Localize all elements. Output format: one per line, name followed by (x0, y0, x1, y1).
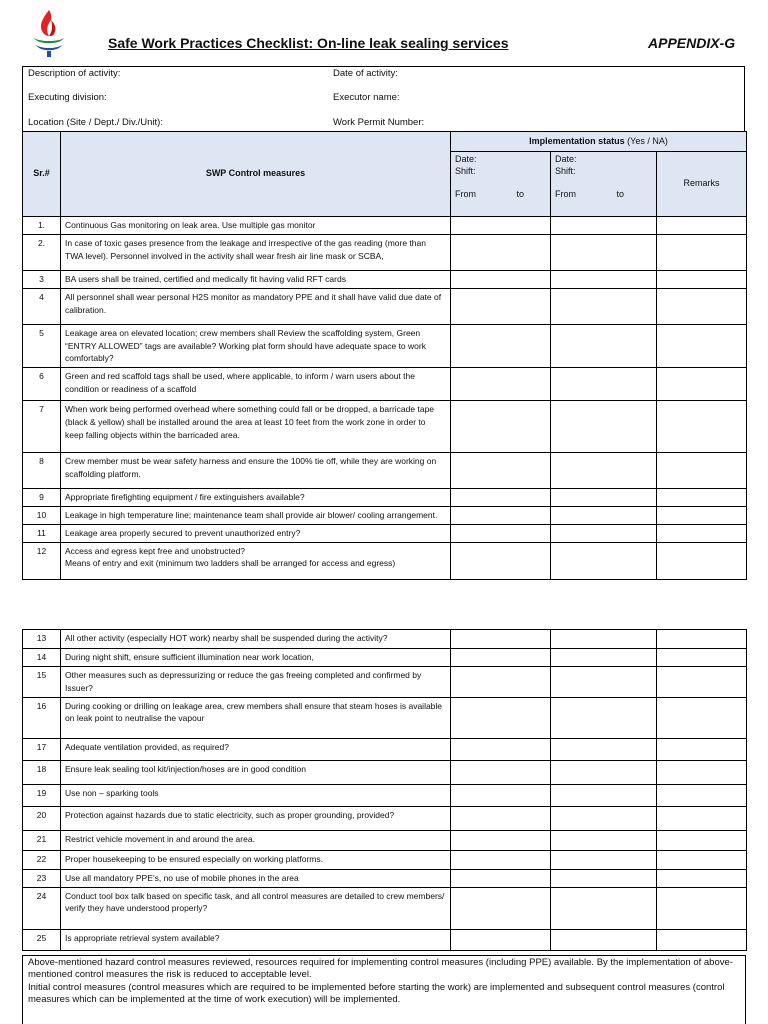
table-row (23, 830, 747, 850)
table-row (23, 542, 747, 579)
implementation-status-label: Implementation status (529, 135, 625, 146)
row-number: 9 (23, 489, 61, 507)
status-cell-2[interactable] (551, 806, 657, 830)
from-label: From (455, 189, 476, 200)
remarks-cell[interactable] (657, 489, 747, 507)
remarks-cell[interactable] (657, 784, 747, 806)
to-label: to (616, 189, 624, 200)
control-measure-text: Access and egress kept free and unobstructed? Means of entry and exit (minimum two ladders shall be arranged for access and egress) (61, 542, 451, 579)
table-row (23, 506, 747, 524)
status-cell-1[interactable] (451, 401, 551, 453)
row-number: 3 (23, 271, 61, 289)
row-number: 2. (23, 235, 61, 271)
remarks-cell[interactable] (657, 271, 747, 289)
remarks-cell[interactable] (657, 368, 747, 401)
control-measure-text: Leakage in high temperature line; maintenance team shall provide air blower/ cooling arrangement. (61, 506, 451, 524)
description-label: Description of activity: (28, 68, 121, 79)
control-measure-text: Is appropriate retrieval system available? (61, 929, 451, 950)
declaration-box (22, 955, 746, 1024)
remarks-cell[interactable] (657, 806, 747, 830)
declaration-paragraph-2: Initial control measures (control measures which are required to be implemented before starting the work) are implemented and subsequent control measures (control measures which can be implemented at the time of work execution) will be implemented. (28, 981, 725, 1006)
table-row (23, 630, 747, 649)
remarks-cell[interactable] (657, 850, 747, 869)
status-cell-2[interactable] (551, 869, 657, 887)
status-cell-2[interactable] (551, 489, 657, 507)
row-number: 10 (23, 506, 61, 524)
measures-header: SWP Control measures (61, 132, 451, 217)
remarks-cell[interactable] (657, 217, 747, 235)
remarks-cell[interactable] (657, 760, 747, 784)
table-row (23, 368, 747, 401)
row-number: 14 (23, 649, 61, 667)
status-cell-1[interactable] (451, 929, 551, 950)
control-measure-text: Leakage area properly secured to prevent unauthorized entry? (61, 524, 451, 542)
status-cell-1[interactable] (451, 649, 551, 667)
remarks-cell[interactable] (657, 869, 747, 887)
status-cell-1[interactable] (451, 697, 551, 738)
table-row (23, 649, 747, 667)
remarks-header: Remarks (657, 152, 747, 217)
status-cell-1[interactable] (451, 235, 551, 271)
table-row (23, 869, 747, 887)
control-measure-text: BA users shall be trained, certified and medically fit having valid RFT cards (61, 271, 451, 289)
status-cell-1[interactable] (451, 630, 551, 649)
status-cell-1[interactable] (451, 506, 551, 524)
status-cell-2[interactable] (551, 324, 657, 367)
remarks-cell[interactable] (657, 667, 747, 698)
status-cell-1[interactable] (451, 288, 551, 324)
remarks-cell[interactable] (657, 697, 747, 738)
table-row (23, 401, 747, 453)
status-cell-2[interactable] (551, 738, 657, 760)
status-cell-2[interactable] (551, 368, 657, 401)
remarks-cell[interactable] (657, 235, 747, 271)
status-cell-1[interactable] (451, 760, 551, 784)
status-cell-1[interactable] (451, 830, 551, 850)
appendix-label: APPENDIX-G (648, 35, 736, 51)
table-row (23, 738, 747, 760)
status-cell-1[interactable] (451, 850, 551, 869)
table-row (23, 489, 747, 507)
remarks-cell[interactable] (657, 324, 747, 367)
status-cell-1[interactable] (451, 784, 551, 806)
row-number: 23 (23, 869, 61, 887)
status-cell-1[interactable] (451, 542, 551, 579)
table-row (23, 784, 747, 806)
table-row (23, 271, 747, 289)
row-number: 4 (23, 288, 61, 324)
shift-label: Shift: (555, 165, 576, 176)
row-number: 8 (23, 453, 61, 489)
control-measure-text: Use non – sparking tools (61, 784, 451, 806)
control-measure-text: Appropriate firefighting equipment / fire extinguishers available? (61, 489, 451, 507)
from-label: From (555, 189, 576, 200)
table-row (23, 760, 747, 784)
date-label: Date: (455, 154, 477, 164)
control-measure-text: All personnel shall wear personal H2S monitor as mandatory PPE and it shall have valid due date of calibration. (61, 288, 451, 324)
activity-info-block (22, 66, 745, 131)
row-number: 19 (23, 784, 61, 806)
row-number: 15 (23, 667, 61, 698)
status-cell-1[interactable] (451, 453, 551, 489)
status-cell-1[interactable] (451, 887, 551, 929)
table-row (23, 697, 747, 738)
control-measure-text: Adequate ventilation provided, as required? (61, 738, 451, 760)
row-number: 16 (23, 697, 61, 738)
status-cell-1[interactable] (451, 524, 551, 542)
row-number: 18 (23, 760, 61, 784)
control-measure-text: Protection against hazards due to static electricity, such as proper grounding, provided? (61, 806, 451, 830)
remarks-cell[interactable] (657, 288, 747, 324)
table-row (23, 524, 747, 542)
status-cell-2[interactable] (551, 887, 657, 929)
status-cell-2[interactable] (551, 542, 657, 579)
control-measure-text: Use all mandatory PPE’s, no use of mobile phones in the area (61, 869, 451, 887)
control-measure-text: Conduct tool box talk based on specific task, and all control measures are detailed to crew members/ verify they have understood properly? (61, 887, 451, 929)
status-cell-1[interactable] (451, 324, 551, 367)
sr-header: Sr.# (23, 132, 61, 217)
status-cell-1[interactable] (451, 271, 551, 289)
remarks-cell[interactable] (657, 929, 747, 950)
status-cell-2[interactable] (551, 217, 657, 235)
status-cell-2[interactable] (551, 401, 657, 453)
row-number: 20 (23, 806, 61, 830)
remarks-cell[interactable] (657, 887, 747, 929)
status-cell-1[interactable] (451, 368, 551, 401)
row-number: 21 (23, 830, 61, 850)
row-number: 22 (23, 850, 61, 869)
status-cell-2[interactable] (551, 929, 657, 950)
status-cell-1[interactable] (451, 738, 551, 760)
remarks-cell[interactable] (657, 738, 747, 760)
table-row (23, 887, 747, 929)
date-of-activity-label: Date of activity: (333, 68, 398, 79)
status-cell-2[interactable] (551, 288, 657, 324)
table-row (23, 806, 747, 830)
status-cell-2[interactable] (551, 850, 657, 869)
date-shift-cell-2 (551, 152, 657, 217)
status-cell-2[interactable] (551, 784, 657, 806)
shift-label: Shift: (455, 165, 476, 176)
status-cell-1[interactable] (451, 806, 551, 830)
control-measure-text: Ensure leak sealing tool kit/injection/hoses are in good condition (61, 760, 451, 784)
status-cell-1[interactable] (451, 217, 551, 235)
control-measure-text: All other activity (especially HOT work) nearby shall be suspended during the activity? (61, 630, 451, 649)
status-cell-2[interactable] (551, 760, 657, 784)
table-row (23, 667, 747, 698)
remarks-cell[interactable] (657, 524, 747, 542)
remarks-cell[interactable] (657, 453, 747, 489)
row-number: 5 (23, 324, 61, 367)
status-cell-2[interactable] (551, 524, 657, 542)
implementation-status-header (451, 132, 747, 152)
implementation-status-options: (Yes / NA) (624, 135, 668, 146)
date-label: Date: (555, 154, 577, 164)
executing-division-label: Executing division: (28, 92, 107, 103)
control-measure-text: Restrict vehicle movement in and around the area. (61, 830, 451, 850)
control-measure-text: Leakage area on elevated location; crew members shall Review the scaffolding system, Green “ENTRY ALLOWED” tags are available? Working plat form should have adequate space to work comfortably? (61, 324, 451, 367)
table-row (23, 850, 747, 869)
row-number: 25 (23, 929, 61, 950)
row-number: 1. (23, 217, 61, 235)
status-cell-1[interactable] (451, 667, 551, 698)
status-cell-2[interactable] (551, 830, 657, 850)
work-permit-label: Work Permit Number: (333, 117, 425, 128)
control-measure-text: Crew member must be wear safety harness and ensure the 100% tie off, while they are working on scaffolding platform. (61, 453, 451, 489)
row-number: 24 (23, 887, 61, 929)
control-measure-text: In case of toxic gases presence from the leakage and irrespective of the gas reading (more than TWA level). Personnel involved in the activity shall wear fresh air line mask or SCBA, (61, 235, 451, 271)
remarks-cell[interactable] (657, 649, 747, 667)
control-measure-text: Continuous Gas monitoring on leak area. Use multiple gas monitor (61, 217, 451, 235)
remarks-cell[interactable] (657, 630, 747, 649)
row-number: 12 (23, 542, 61, 579)
control-measure-text: Proper housekeeping to be ensured especially on working platforms. (61, 850, 451, 869)
remarks-cell[interactable] (657, 506, 747, 524)
checklist-table-1 (22, 131, 747, 580)
remarks-cell[interactable] (657, 542, 747, 579)
status-cell-2[interactable] (551, 506, 657, 524)
declaration-paragraph-1: Above-mentioned hazard control measures reviewed, resources required for implementing control measures (including PPE) available. By the implementation of above-mentioned control measures the risk is reduced to acceptable level. (28, 957, 733, 981)
status-cell-2[interactable] (551, 630, 657, 649)
table-row (23, 217, 747, 235)
table-row (23, 288, 747, 324)
table-row (23, 235, 747, 271)
status-cell-2[interactable] (551, 649, 657, 667)
date-shift-cell-1 (451, 152, 551, 217)
remarks-cell[interactable] (657, 401, 747, 453)
status-cell-2[interactable] (551, 667, 657, 698)
remarks-cell[interactable] (657, 830, 747, 850)
row-number: 7 (23, 401, 61, 453)
row-number: 17 (23, 738, 61, 760)
location-label: Location (Site / Dept./ Div./Unit): (28, 117, 163, 128)
status-cell-2[interactable] (551, 453, 657, 489)
control-measure-text: When work being performed overhead where something could fall or be dropped, a barricade tape (black & yellow) shall be installed around the area at least 10 feet from the work zone in order to keep falling objects within the barricaded area. (61, 401, 451, 453)
row-number: 11 (23, 524, 61, 542)
table-row (23, 324, 747, 367)
status-cell-1[interactable] (451, 489, 551, 507)
status-cell-2[interactable] (551, 697, 657, 738)
control-measure-text: Green and red scaffold tags shall be used, where applicable, to inform / warn users about the condition or readiness of a scaffold (61, 368, 451, 401)
status-cell-1[interactable] (451, 869, 551, 887)
row-number: 6 (23, 368, 61, 401)
page-title: Safe Work Practices Checklist: On-line leak sealing services (108, 35, 509, 51)
company-logo (30, 8, 68, 58)
row-number: 13 (23, 630, 61, 649)
table-row (23, 453, 747, 489)
executor-name-label: Executor name: (333, 92, 400, 103)
status-cell-2[interactable] (551, 271, 657, 289)
control-measure-text: During cooking or drilling on leakage area, crew members shall ensure that steam hoses is available on leak point to neutralise the vapour (61, 697, 451, 738)
to-label: to (516, 189, 524, 200)
checklist-table-2 (22, 629, 747, 951)
status-cell-2[interactable] (551, 235, 657, 271)
table-row (23, 929, 747, 950)
control-measure-text: During night shift, ensure sufficient illumination near work location, (61, 649, 451, 667)
control-measure-text: Other measures such as depressurizing or reduce the gas freeing completed and confirmed by Issuer? (61, 667, 451, 698)
